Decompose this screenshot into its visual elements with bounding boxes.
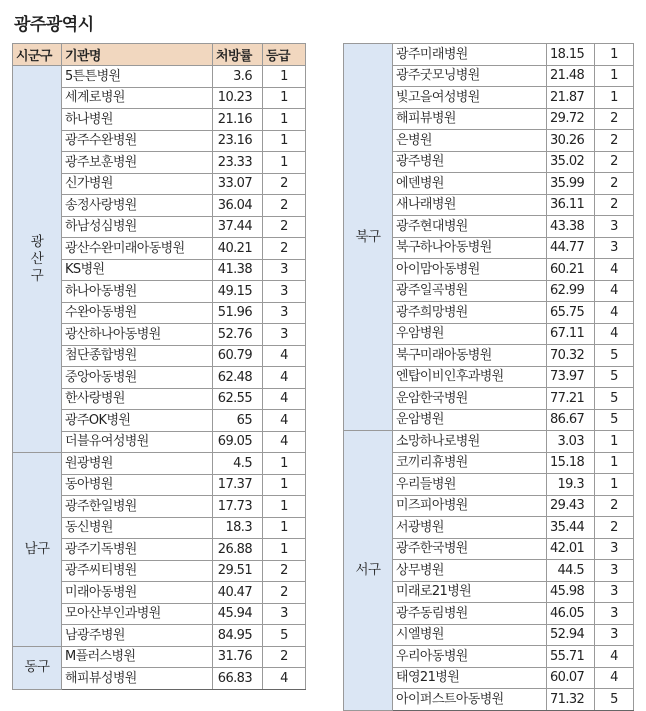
hospital-name-cell: 시엘병원 [393,624,547,646]
grade-cell: 1 [263,87,306,109]
grade-cell: 2 [595,173,634,195]
grade-cell: 1 [263,453,306,475]
hospital-name-cell: 서광병원 [393,517,547,539]
hospital-name-cell: 동신병원 [62,517,213,539]
grade-cell: 5 [595,388,634,410]
grade-cell: 3 [595,624,634,646]
hospital-name-cell: 빛고을여성병원 [393,87,547,109]
hospital-name-cell: 광주희망병원 [393,302,547,324]
hospital-name-cell: 미래아동병원 [62,582,213,604]
rate-cell: 71.32 [547,689,595,711]
grade-cell: 4 [263,388,306,410]
rate-cell: 45.94 [213,603,263,625]
grade-cell: 3 [263,603,306,625]
grade-cell: 3 [263,324,306,346]
hospital-name-cell: 모아산부인과병원 [62,603,213,625]
rate-cell: 29.43 [547,495,595,517]
rate-cell: 43.38 [547,216,595,238]
rate-cell: 29.72 [547,108,595,130]
table-row [13,646,306,668]
hospital-name-cell: 광주굿모닝병원 [393,65,547,87]
grade-cell: 3 [595,216,634,238]
hospital-name-cell: 광산하나아동병원 [62,324,213,346]
rate-cell: 51.96 [213,302,263,324]
hospital-name-cell: 북구하나아동병원 [393,237,547,259]
grade-cell: 1 [263,474,306,496]
hospital-name-cell: 신가병원 [62,173,213,195]
hospital-name-cell: 태영21병원 [393,667,547,689]
hospital-name-cell: 광주병원 [393,151,547,173]
hospital-name-cell: 미즈피아병원 [393,495,547,517]
grade-cell: 1 [263,152,306,174]
rate-cell: 62.99 [547,280,595,302]
hospital-name-cell: 첨단종합병원 [62,345,213,367]
rate-cell: 4.5 [213,453,263,475]
hospital-name-cell: 해피뷰성병원 [62,668,213,690]
grade-cell: 4 [263,345,306,367]
hospital-name-cell: 광주기독병원 [62,539,213,561]
table-row [13,453,306,475]
rate-cell: 44.77 [547,237,595,259]
rate-cell: 3.6 [213,66,263,88]
grade-cell: 2 [263,582,306,604]
hospital-name-cell: 아이퍼스트아동병원 [393,689,547,711]
hospital-name-cell: 코끼리휴병원 [393,452,547,474]
rate-cell: 84.95 [213,625,263,647]
grade-cell: 3 [263,281,306,303]
hospital-name-cell: 한사랑병원 [62,388,213,410]
grade-cell: 4 [263,431,306,453]
hospital-name-cell: 해피뷰병원 [393,108,547,130]
rate-cell: 66.83 [213,668,263,690]
rate-cell: 36.11 [547,194,595,216]
rate-cell: 62.55 [213,388,263,410]
page-title: 광주광역시 [14,15,94,35]
hospital-name-cell: 중앙아동병원 [62,367,213,389]
hospital-name-cell: 광주수완병원 [62,130,213,152]
hospital-name-cell: 5튼튼병원 [62,66,213,88]
grade-cell: 2 [595,108,634,130]
grade-cell: 5 [595,366,634,388]
left-table-body [13,66,306,690]
hospital-name-cell: 하나병원 [62,109,213,131]
rate-cell: 41.38 [213,259,263,281]
rate-cell: 67.11 [547,323,595,345]
rate-cell: 69.05 [213,431,263,453]
grade-cell: 2 [263,173,306,195]
rate-cell: 65.75 [547,302,595,324]
rate-cell: 70.32 [547,345,595,367]
hospital-name-cell: 광산수완미래아동병원 [62,238,213,260]
hospital-name-cell: 송정사랑병원 [62,195,213,217]
table-row [13,66,306,88]
hospital-name-cell: 광주보훈병원 [62,152,213,174]
rate-cell: 26.88 [213,539,263,561]
name-header: 기관명 [62,44,213,66]
hospital-name-cell: 광주현대병원 [393,216,547,238]
grade-cell: 4 [595,667,634,689]
hospital-name-cell: 세계로병원 [62,87,213,109]
rate-cell: 35.99 [547,173,595,195]
hospital-name-cell: 북구미래아동병원 [393,345,547,367]
grade-cell: 1 [263,66,306,88]
grade-cell: 4 [595,646,634,668]
grade-cell: 1 [263,109,306,131]
rate-cell: 52.76 [213,324,263,346]
grade-cell: 4 [263,367,306,389]
grade-cell: 4 [595,323,634,345]
grade-cell: 5 [263,625,306,647]
grade-cell: 2 [263,195,306,217]
rate-cell: 37.44 [213,216,263,238]
rate-cell: 40.47 [213,582,263,604]
grade-cell: 3 [263,302,306,324]
grade-cell: 1 [595,44,634,66]
grade-cell: 5 [595,689,634,711]
rate-cell: 18.15 [547,44,595,66]
hospital-name-cell: 우암병원 [393,323,547,345]
rate-cell: 44.5 [547,560,595,582]
grade-cell: 3 [595,538,634,560]
grade-cell: 4 [595,280,634,302]
rate-cell: 23.33 [213,152,263,174]
rate-cell: 40.21 [213,238,263,260]
hospital-name-cell: 광주미래병원 [393,44,547,66]
grade-cell: 2 [263,216,306,238]
hospital-name-cell: 광주일곡병원 [393,280,547,302]
hospital-name-cell: 미래로21병원 [393,581,547,603]
grade-cell: 4 [263,668,306,690]
hospital-name-cell: 우리들병원 [393,474,547,496]
hospital-name-cell: 남광주병원 [62,625,213,647]
rate-cell: 35.02 [547,151,595,173]
grade-cell: 4 [263,410,306,432]
rate-cell: 46.05 [547,603,595,625]
rate-cell: 10.23 [213,87,263,109]
grade-cell: 2 [263,560,306,582]
grade-cell: 3 [263,259,306,281]
grade-cell: 2 [595,151,634,173]
rate-cell: 73.97 [547,366,595,388]
hospital-name-cell: 광주한국병원 [393,538,547,560]
grade-cell: 1 [595,65,634,87]
hospital-name-cell: 상무병원 [393,560,547,582]
district-cell: 서구 [344,431,393,711]
hospital-name-cell: 수완아동병원 [62,302,213,324]
hospital-name-cell: 엔탑이비인후과병원 [393,366,547,388]
rate-cell: 65 [213,410,263,432]
rate-cell: 29.51 [213,560,263,582]
district-header: 시군구 [13,44,62,66]
grade-cell: 1 [595,474,634,496]
hospital-name-cell: 에덴병원 [393,173,547,195]
grade-cell: 1 [595,452,634,474]
rate-cell: 36.04 [213,195,263,217]
rate-cell: 21.87 [547,87,595,109]
grade-cell: 3 [595,581,634,603]
grade-cell: 1 [263,130,306,152]
hospital-name-cell: 하나아동병원 [62,281,213,303]
grade-cell: 2 [263,646,306,668]
grade-cell: 1 [595,431,634,453]
grade-cell: 1 [595,87,634,109]
rate-cell: 62.48 [213,367,263,389]
right-hospital-table [343,43,634,711]
left-hospital-table [12,43,306,690]
rate-cell: 33.07 [213,173,263,195]
hospital-name-cell: 우리아동병원 [393,646,547,668]
rate-cell: 45.98 [547,581,595,603]
hospital-name-cell: 광주OK병원 [62,410,213,432]
rate-cell: 30.26 [547,130,595,152]
district-cell: 남구 [13,453,62,647]
grade-cell: 2 [595,517,634,539]
hospital-name-cell: 원광병원 [62,453,213,475]
grade-cell: 1 [263,496,306,518]
district-cell: 광 산 구 [13,66,62,453]
rate-cell: 60.79 [213,345,263,367]
grade-cell: 5 [595,345,634,367]
grade-cell: 2 [595,194,634,216]
grade-cell: 2 [595,130,634,152]
hospital-name-cell: 광주한일병원 [62,496,213,518]
district-cell: 북구 [344,44,393,431]
hospital-name-cell: 하남성심병원 [62,216,213,238]
hospital-name-cell: 운암한국병원 [393,388,547,410]
rate-cell: 55.71 [547,646,595,668]
rate-cell: 19.3 [547,474,595,496]
grade-cell: 5 [595,409,634,431]
rate-cell: 42.01 [547,538,595,560]
rate-cell: 49.15 [213,281,263,303]
rate-cell: 17.37 [213,474,263,496]
hospital-name-cell: 광주씨티병원 [62,560,213,582]
rate-cell: 18.3 [213,517,263,539]
rate-cell: 21.16 [213,109,263,131]
grade-cell: 1 [263,539,306,561]
table-row [344,431,634,453]
district-cell: 동구 [13,646,62,689]
grade-cell: 3 [595,560,634,582]
rate-header: 처방률 [213,44,263,66]
hospital-name-cell: 새나래병원 [393,194,547,216]
grade-cell: 2 [263,238,306,260]
rate-cell: 52.94 [547,624,595,646]
hospital-name-cell: 광주동림병원 [393,603,547,625]
grade-header: 등급 [263,44,306,66]
rate-cell: 35.44 [547,517,595,539]
hospital-name-cell: 은병원 [393,130,547,152]
rate-cell: 21.48 [547,65,595,87]
rate-cell: 60.07 [547,667,595,689]
rate-cell: 77.21 [547,388,595,410]
grade-cell: 2 [595,495,634,517]
rate-cell: 60.21 [547,259,595,281]
hospital-name-cell: 아이맘아동병원 [393,259,547,281]
header-row [13,44,306,66]
grade-cell: 3 [595,237,634,259]
hospital-name-cell: KS병원 [62,259,213,281]
right-table-body [344,44,634,711]
grade-cell: 3 [595,603,634,625]
grade-cell: 4 [595,302,634,324]
rate-cell: 3.03 [547,431,595,453]
rate-cell: 23.16 [213,130,263,152]
grade-cell: 4 [595,259,634,281]
grade-cell: 1 [263,517,306,539]
rate-cell: 17.73 [213,496,263,518]
table-row [344,44,634,66]
rate-cell: 86.67 [547,409,595,431]
hospital-name-cell: 더블유여성병원 [62,431,213,453]
rate-cell: 31.76 [213,646,263,668]
hospital-name-cell: 동아병원 [62,474,213,496]
hospital-name-cell: M플러스병원 [62,646,213,668]
hospital-name-cell: 소망하나로병원 [393,431,547,453]
hospital-name-cell: 운암병원 [393,409,547,431]
rate-cell: 15.18 [547,452,595,474]
